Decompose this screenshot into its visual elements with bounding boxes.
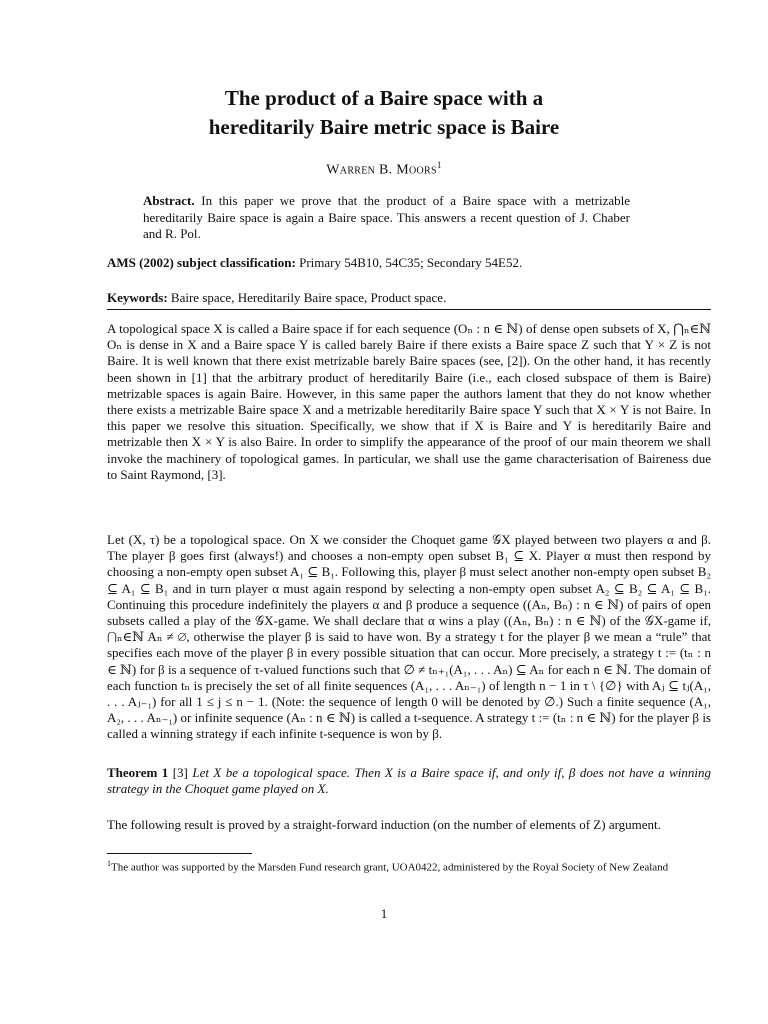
- author-footnote-mark: 1: [436, 160, 442, 170]
- ams-classification: [107, 255, 707, 271]
- header-rule: [107, 309, 711, 310]
- title-line-1: The product of a Baire space with a: [224, 86, 544, 110]
- ams-label: AMS (2002) subject classification:: [107, 255, 296, 270]
- theorem-label: Theorem 1: [107, 765, 169, 780]
- abstract-text: In this paper we prove that the product of a Baire space with a metrizable hereditarily Baire space is again a Baire space. This answers a recent question of J. Chaber and R. Pol.: [143, 193, 631, 241]
- induction-paragraph: The following result is proved by a straight-forward induction (on the number of elements of Z) argument.: [107, 817, 661, 832]
- abstract-label: Abstract.: [143, 193, 195, 208]
- footnote-mark: 1: [107, 859, 111, 868]
- keywords: [107, 290, 707, 306]
- title-line-2: hereditarily Baire metric space is Baire: [208, 115, 560, 139]
- keywords-text: Baire space, Hereditarily Baire space, Product space.: [170, 290, 447, 305]
- intro-paragraph: A topological space X is called a Baire space if for each sequence (Oₙ : n ∈ ℕ) of dense open subsets of X, ⋂ₙ∈ℕ Oₙ is dense in X and a Baire space Y is called barely Baire if there exists a Baire space Z such that Y × Z is not Baire. It is well known that there exist metrizable barely Baire spaces (see, [2]). On the other hand, it has recently been shown in [1] that the arbitrary product of hereditarily Baire (i.e., each closed subspace of them is Baire) metrizable spaces is again Baire. However, in this same paper the authors lament that they do not know whether there exists a metrizable Baire space X and a metrizable hereditarily Baire space Y such that X × Y is not Baire. In this paper we resolve this situation. Specifically, we show that if X is Baire and Y is hereditarily Baire and metrizable then X × Y is also Baire. In order to simplify the appearance of the proof of our main theorem we shall invoke the machinery of topological games. In particular, we shall use the game characterisation of Baireness due to Saint Raymond, [3].: [107, 321, 711, 482]
- footnote: [107, 857, 711, 875]
- ams-text: Primary 54B10, 54C35; Secondary 54E52.: [299, 255, 523, 270]
- page-number: 1: [380, 906, 388, 921]
- author-line: [0, 160, 768, 179]
- footnote-rule: [107, 853, 252, 854]
- footnote-text: The author was supported by the Marsden Fund research grant, UOA0422, administered by the Royal Society of New Zealand: [111, 861, 669, 874]
- theorem-statement: Let X be a topological space. Then X is a Baire space if, and only if, β does not have a winning strategy in the Choquet game played on X.: [107, 765, 711, 797]
- abstract: [143, 193, 630, 243]
- paper-title: [0, 84, 768, 142]
- theorem-reference: [3]: [172, 765, 188, 780]
- theorem-1: [107, 765, 711, 797]
- author-name: Warren B. Moors: [326, 162, 437, 178]
- choquet-game-paragraph: Let (X, τ) be a topological space. On X we consider the Choquet game 𝒢X played between two players α and β. The player β goes first (always!) and chooses a non-empty open subset B₁ ⊆ X. Player α must then respond by choosing a non-empty open subset A₁ ⊆ B₁. Following this, player β must select another non-empty open subset B₂ ⊆ A₁ ⊆ B₁ and in turn player α must again respond by selecting a non-empty open subset A₂ ⊆ B₂ ⊆ A₁ ⊆ B₁. Continuing this procedure indefinitely the players α and β produce a sequence ((Aₙ, Bₙ) : n ∈ ℕ) of pairs of open subsets called a play of the 𝒢X-game. We shall declare that α wins a play ((Aₙ, Bₙ) : n ∈ ℕ) of the 𝒢X-game if, ⋂ₙ∈ℕ Aₙ ≠ ∅, otherwise the player β is said to have won. By a strategy t for the player β we mean a “rule” that specifies each move of the player β in every possible situation that can occur. More precisely, a strategy t := (tₙ : n ∈ ℕ) for β is a sequence of τ-valued functions such that ∅ ≠ tₙ₊₁(A₁, . . . Aₙ) ⊆ Aₙ for each n ∈ ℕ. The domain of each function tₙ is precisely the set of all finite sequences (A₁, . . . Aₙ₋₁) of length n − 1 in τ \ {∅} with Aⱼ ⊆ tⱼ(A₁, . . . Aⱼ₋₁) for all 1 ≤ j ≤ n − 1. (Note: the sequence of length 0 will be denoted by ∅.) Such a finite sequence (A₁, A₂, . . . Aₙ₋₁) or infinite sequence (Aₙ : n ∈ ℕ) is called a t-sequence. A strategy t := (tₙ : n ∈ ℕ) for the player β is called a winning strategy if each infinite t-sequence is won by β.: [107, 532, 711, 742]
- keywords-label: Keywords:: [107, 290, 168, 305]
